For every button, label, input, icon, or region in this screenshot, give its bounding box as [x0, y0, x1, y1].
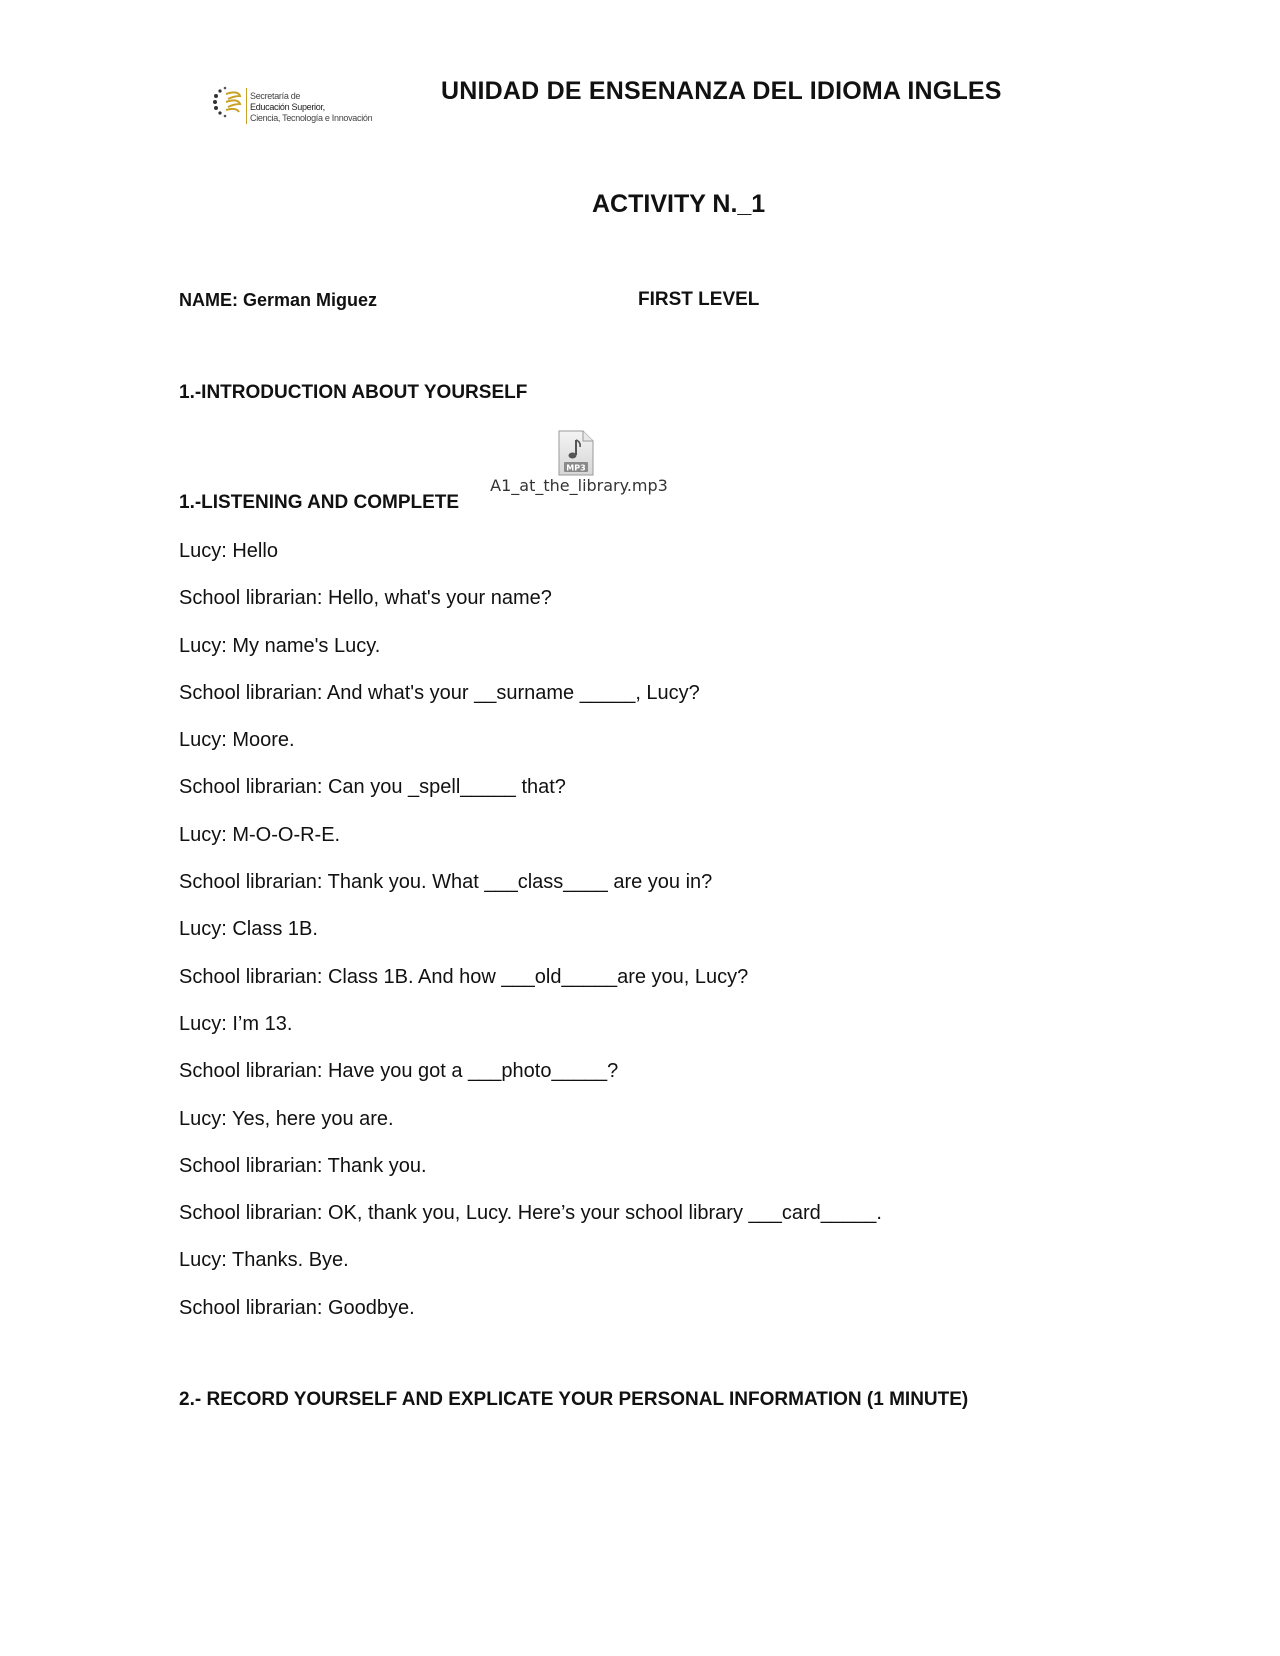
dialogue-line: School librarian: Hello, what's your name? [179, 587, 552, 610]
dialogue-line: Lucy: Moore. [179, 729, 295, 752]
mp3-filename: A1_at_the_library.mp3 [490, 476, 668, 495]
section-heading-record: 2.- RECORD YOURSELF AND EXPLICATE YOUR PERSONAL INFORMATION (1 MINUTE) [179, 1389, 969, 1410]
mp3-file-icon [556, 430, 596, 476]
dialogue-line: Lucy: M-O-O-R-E. [179, 823, 341, 846]
dialogue-line: School librarian: OK, thank you, Lucy. Here’s your school library ___card_____. [179, 1202, 882, 1225]
dialogue-line: School librarian: Class 1B. And how ___old_____are you, Lucy? [179, 965, 749, 988]
dots-swirl-logo-icon [212, 82, 246, 122]
mp3-badge: MP3 [566, 463, 586, 473]
institution-logo [212, 82, 372, 128]
dialogue-line: Lucy: My name's Lucy. [179, 634, 381, 657]
dialogue-line: Lucy: I’m 13. [179, 1012, 293, 1035]
dialogue-line: School librarian: Thank you. What ___class____ are you in? [179, 871, 713, 894]
dialogue-line: Lucy: Thanks. Bye. [179, 1249, 349, 1272]
dialogue-line: Lucy: Yes, here you are. [179, 1107, 394, 1130]
activity-title: ACTIVITY N._1 [592, 190, 766, 218]
dialogue-line: School librarian: Have you got a ___photo_____? [179, 1060, 619, 1083]
dialogue-line: School librarian: Thank you. [179, 1154, 427, 1177]
logo-text-line1: Secretaría de [250, 91, 301, 101]
logo-text-line2: Educación Superior, [250, 102, 325, 112]
dialogue-line: School librarian: Can you _spell_____ that? [179, 776, 566, 799]
logo-divider [246, 88, 247, 124]
dialogue-line: Lucy: Hello [179, 540, 278, 562]
section-heading-intro: 1.-INTRODUCTION ABOUT YOURSELF [179, 382, 528, 403]
header-title: UNIDAD DE ENSENANZA DEL IDIOMA INGLES [441, 77, 1002, 105]
dialogue-line: School librarian: And what's your __surname _____, Lucy? [179, 681, 700, 704]
dialogue-line: School librarian: Goodbye. [179, 1296, 415, 1319]
logo-text-line3: Ciencia, Tecnología e Innovación [250, 113, 373, 123]
section-heading-listening: 1.-LISTENING AND COMPLETE [179, 492, 460, 513]
dialogue-list [179, 538, 882, 1342]
student-level: FIRST LEVEL [638, 289, 760, 310]
dialogue-line: Lucy: Class 1B. [179, 918, 318, 941]
mp3-attachment[interactable] [484, 430, 674, 500]
student-name: NAME: German Miguez [179, 290, 378, 310]
